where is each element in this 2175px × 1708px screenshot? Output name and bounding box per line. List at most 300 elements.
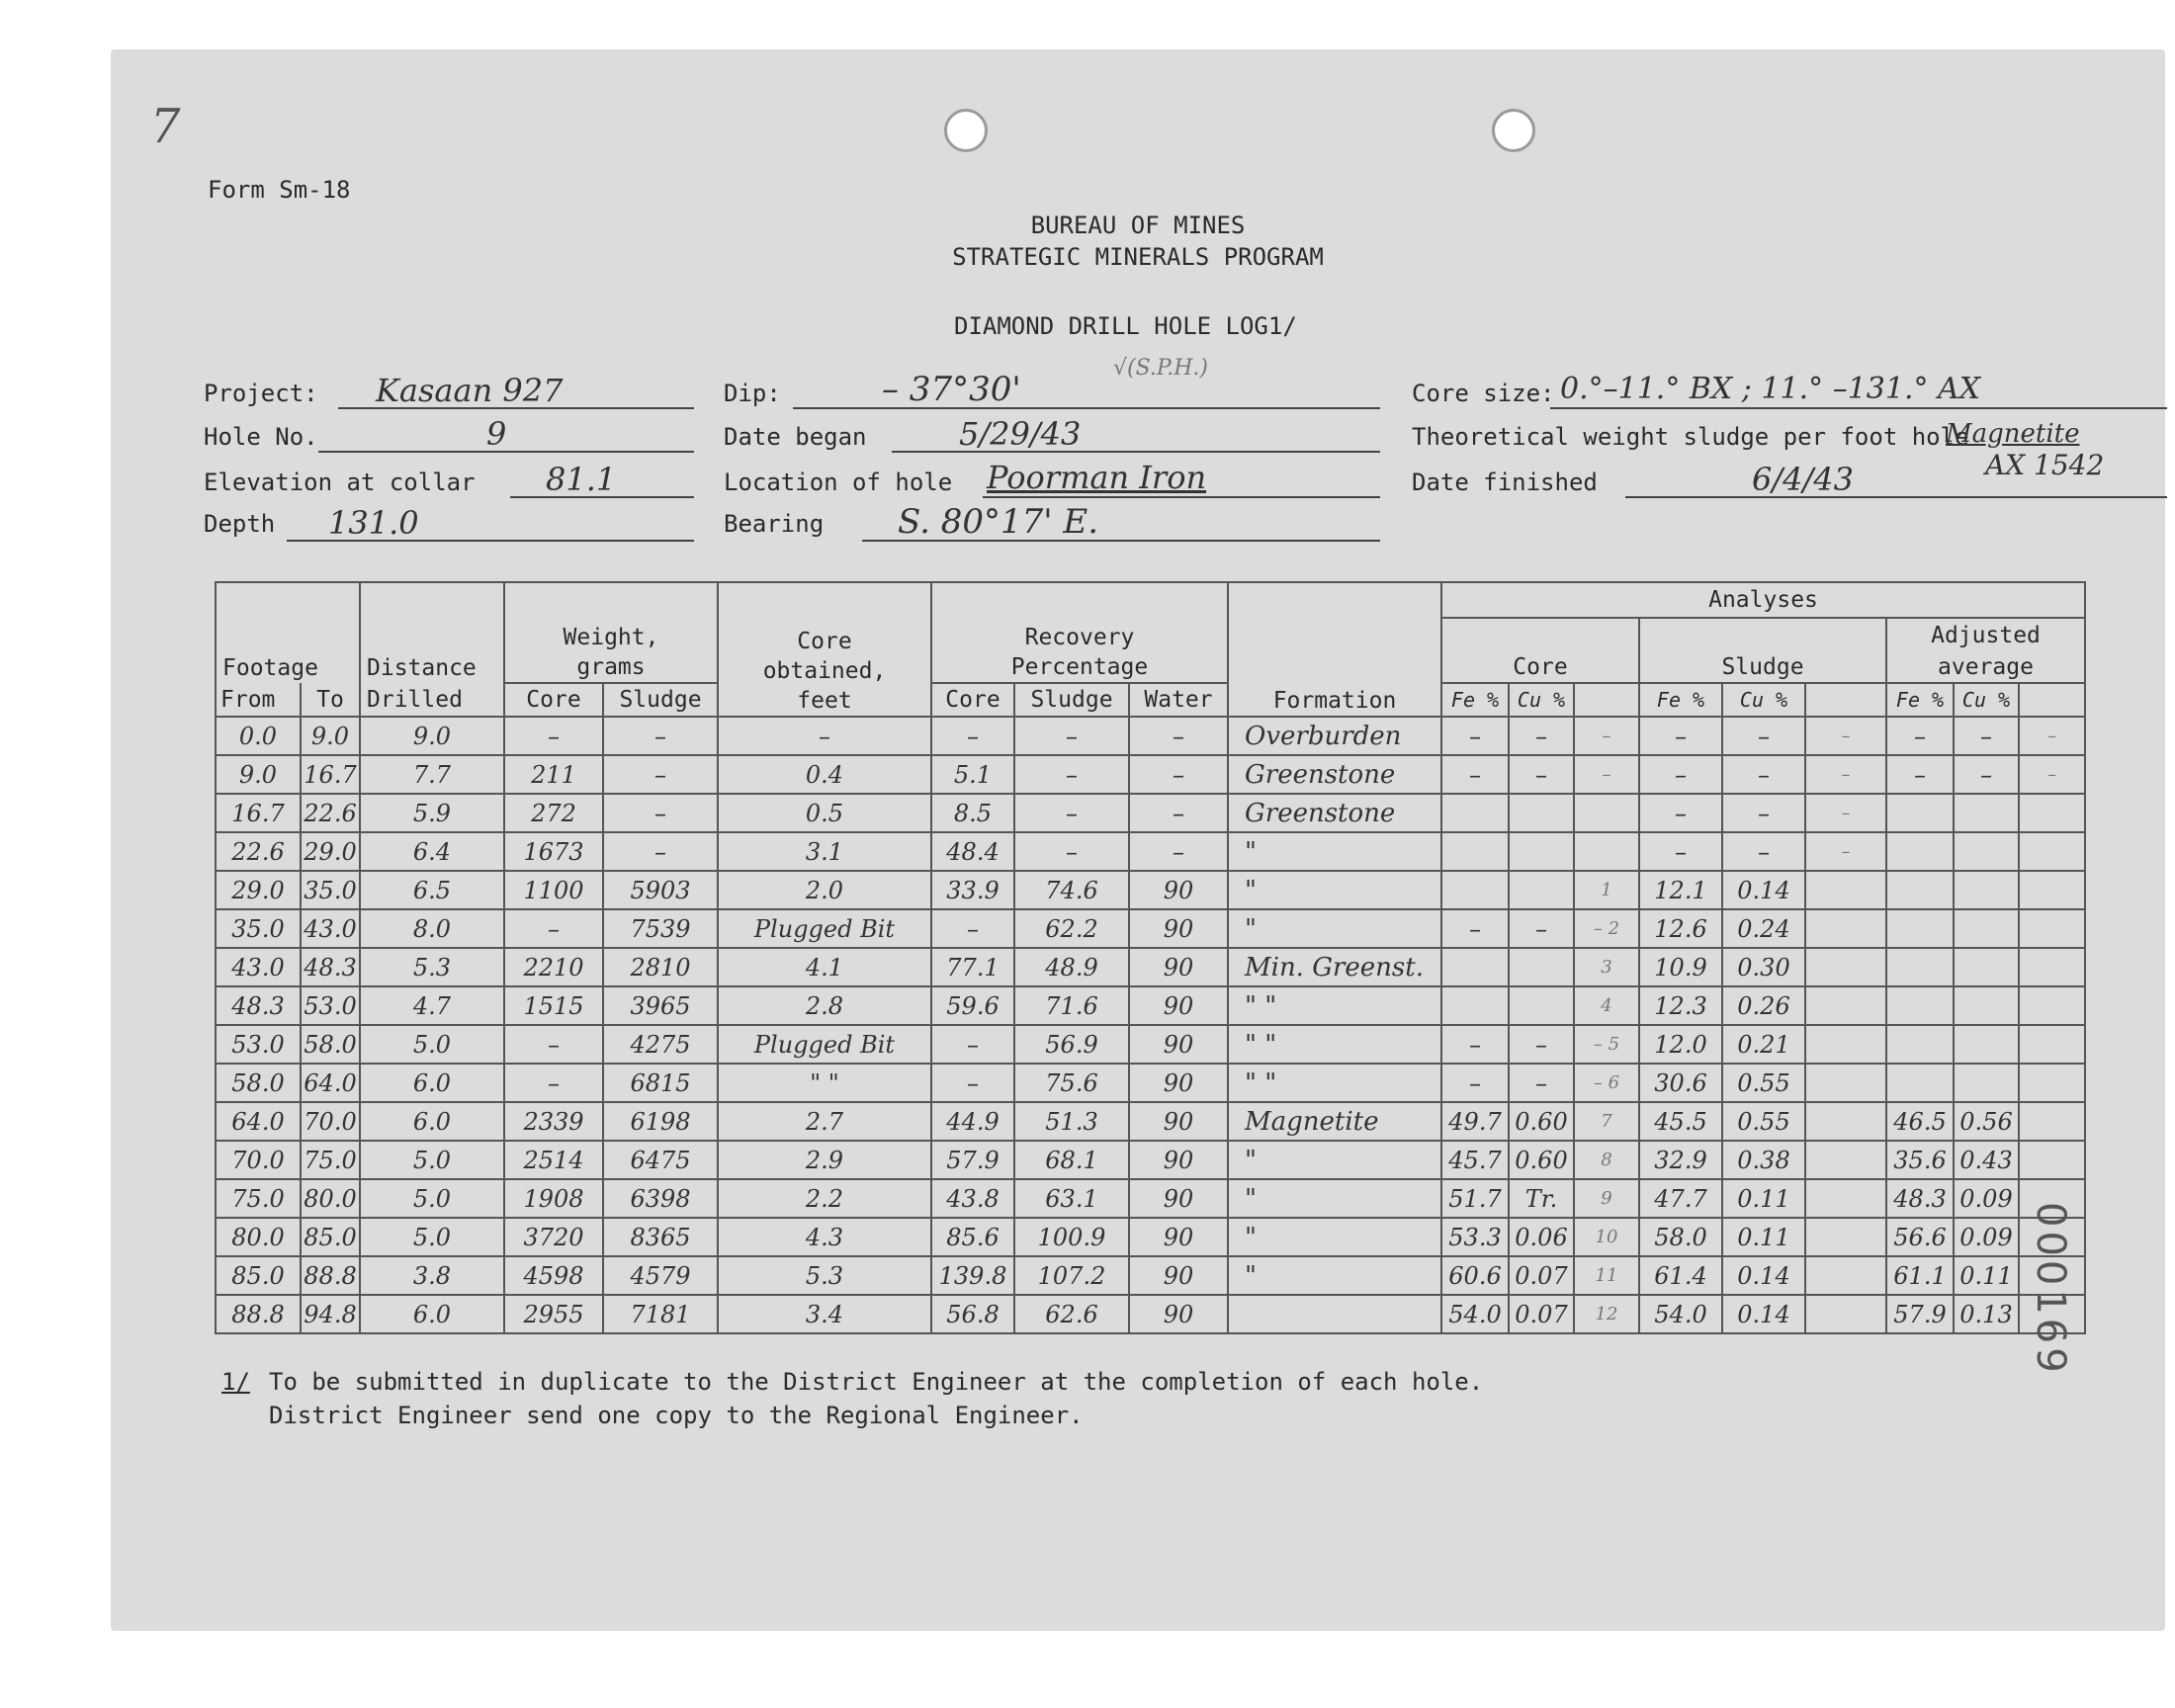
weight-sludge-cell: – (603, 755, 718, 794)
core-obtained-cell: 2.0 (718, 871, 931, 909)
adjusted-cu-cell: 0.56 (1954, 1102, 2019, 1141)
weight-core-cell: 2339 (504, 1102, 603, 1141)
depth-value: 131.0 (328, 504, 419, 542)
adjusted-extra-cell (2019, 832, 2085, 871)
depth-label: Depth (204, 510, 276, 538)
core-seq-cell: 4 (1574, 986, 1639, 1025)
core-fe-cell (1441, 832, 1509, 871)
adjusted-cu-cell (1954, 1025, 2019, 1064)
table-row (216, 1064, 2085, 1102)
sludge-cu-cell: – (1722, 794, 1805, 832)
from-cell: 88.8 (216, 1295, 301, 1333)
adjusted-cu-cell (1954, 986, 2019, 1025)
core-fe-cell: 49.7 (1441, 1102, 1509, 1141)
core-cu-cell (1509, 948, 1574, 986)
from-cell: 22.6 (216, 832, 301, 871)
date-finished-underline (1625, 496, 2167, 498)
to-header: To (301, 683, 360, 717)
adjusted-header-line1: Adjusted (1886, 618, 2085, 651)
date-finished-value: 6/4/43 (1752, 461, 1854, 498)
core-obtained-cell: 0.5 (718, 794, 931, 832)
table-row (216, 1141, 2085, 1179)
punch-hole-left (944, 109, 988, 152)
header-program: STRATEGIC MINERALS PROGRAM (952, 243, 1324, 271)
core-cu-cell: 0.07 (1509, 1295, 1574, 1333)
core-cu-cell: – (1509, 755, 1574, 794)
theoretical-value-ax: AX 1542 (1985, 449, 2105, 481)
adjusted-extra-cell (2019, 986, 2085, 1025)
from-cell: 16.7 (216, 794, 301, 832)
date-began-value: 5/29/43 (959, 415, 1082, 453)
weight-core-cell: 4598 (504, 1256, 603, 1295)
sludge-fe-cell: – (1639, 794, 1722, 832)
punch-hole-right (1492, 109, 1535, 152)
recovery-header: Recovery Percentage (931, 582, 1228, 683)
core-blank-header (1574, 683, 1639, 717)
sludge-extra-cell (1805, 1102, 1886, 1141)
table-row (216, 1256, 2085, 1295)
weight-core-cell: 2955 (504, 1295, 603, 1333)
core-fe-cell: 54.0 (1441, 1295, 1509, 1333)
core-fe-cell (1441, 948, 1509, 986)
core-cu-cell: 0.60 (1509, 1102, 1574, 1141)
weight-sludge-cell: – (603, 717, 718, 755)
from-cell: 70.0 (216, 1141, 301, 1179)
table-row (216, 1025, 2085, 1064)
core-fe-cell (1441, 794, 1509, 832)
from-cell: 80.0 (216, 1218, 301, 1256)
hole-label: Hole No. (204, 423, 318, 451)
to-cell: 80.0 (301, 1179, 360, 1218)
core-cu-cell: Tr. (1509, 1179, 1574, 1218)
recovery-water-cell: – (1129, 717, 1228, 755)
adjusted-cu-cell (1954, 948, 2019, 986)
core-cu-cell (1509, 832, 1574, 871)
adjusted-fe-cell: – (1886, 755, 1954, 794)
sludge-cu-cell: 0.38 (1722, 1141, 1805, 1179)
recovery-core-cell: 33.9 (931, 871, 1014, 909)
to-cell: 22.6 (301, 794, 360, 832)
sludge-cu-cell: 0.26 (1722, 986, 1805, 1025)
sludge-cu-cell: 0.14 (1722, 1256, 1805, 1295)
footnote-mark: 1/ (221, 1368, 250, 1396)
drilled-header: Drilled (360, 683, 504, 717)
core-fe-cell: – (1441, 1064, 1509, 1102)
recovery-water-cell: 90 (1129, 871, 1228, 909)
from-cell: 35.0 (216, 909, 301, 948)
to-cell: 35.0 (301, 871, 360, 909)
recovery-sludge-cell: 71.6 (1014, 986, 1129, 1025)
recovery-water-cell: 90 (1129, 1256, 1228, 1295)
adjusted-fe-cell (1886, 832, 1954, 871)
recovery-water-cell: 90 (1129, 948, 1228, 986)
distance-cell: 6.5 (360, 871, 504, 909)
core-obtained-cell: Plugged Bit (718, 1025, 931, 1064)
core-seq-cell: 10 (1574, 1218, 1639, 1256)
table-row (216, 832, 2085, 871)
core-fe-cell: – (1441, 1025, 1509, 1064)
sludge-extra-cell: – (1805, 717, 1886, 755)
title-footnote-mark: 1/ (1267, 312, 1297, 340)
location-value: Poorman Iron (987, 459, 1207, 496)
form-id: Form Sm-18 (208, 176, 351, 204)
core-fe-cell: 45.7 (1441, 1141, 1509, 1179)
weight-core-cell: 1100 (504, 871, 603, 909)
to-cell: 70.0 (301, 1102, 360, 1141)
bearing-label: Bearing (724, 510, 825, 538)
weight-core-cell: 2210 (504, 948, 603, 986)
weight-core-cell: 1515 (504, 986, 603, 1025)
sludge-fe-cell: 12.1 (1639, 871, 1722, 909)
form-sheet (111, 49, 2165, 1631)
adjusted-cu-cell: 0.13 (1954, 1295, 2019, 1333)
sludge-extra-cell (1805, 986, 1886, 1025)
adjusted-cu-cell: 0.09 (1954, 1179, 2019, 1218)
footnote-line1: To be submitted in duplicate to the District Engineer at the completion of each hole. (269, 1368, 1484, 1396)
core-cu-cell (1509, 986, 1574, 1025)
recovery-water-cell: 90 (1129, 909, 1228, 948)
recovery-water-header: Water (1129, 683, 1228, 717)
adjusted-cu-cell: 0.09 (1954, 1218, 2019, 1256)
core-obtained-cell: 2.7 (718, 1102, 931, 1141)
weight-sludge-cell: 6398 (603, 1179, 718, 1218)
to-cell: 48.3 (301, 948, 360, 986)
core-seq-cell (1574, 794, 1639, 832)
adjusted-fe-cell: 61.1 (1886, 1256, 1954, 1295)
sludge-extra-cell (1805, 1064, 1886, 1102)
sludge-fe-cell: 12.6 (1639, 909, 1722, 948)
adjusted-fe-cell (1886, 948, 1954, 986)
from-cell: 64.0 (216, 1102, 301, 1141)
adjusted-extra-cell (2019, 871, 2085, 909)
formation-cell: " " (1228, 986, 1441, 1025)
project-value: Kasaan 927 (376, 372, 564, 409)
adjusted-fe-cell: – (1886, 717, 1954, 755)
adjusted-fe-cell (1886, 794, 1954, 832)
core-cu-cell (1509, 871, 1574, 909)
analyses-sludge-header: Sludge (1639, 618, 1886, 683)
core-obtained-cell: 5.3 (718, 1256, 931, 1295)
sludge-extra-cell: – (1805, 832, 1886, 871)
recovery-sludge-cell: 74.6 (1014, 871, 1129, 909)
weight-sludge-cell: 4579 (603, 1256, 718, 1295)
recovery-sludge-cell: 62.2 (1014, 909, 1129, 948)
sludge-cu-cell: 0.30 (1722, 948, 1805, 986)
formation-cell: Greenstone (1228, 755, 1441, 794)
sludge-cu-cell: – (1722, 755, 1805, 794)
adjusted-fe-cell: 57.9 (1886, 1295, 1954, 1333)
adjusted-cu-cell (1954, 832, 2019, 871)
recovery-water-cell: 90 (1129, 1218, 1228, 1256)
header-bureau: BUREAU OF MINES (1030, 212, 1246, 239)
recovery-sludge-cell: 68.1 (1014, 1141, 1129, 1179)
core-obtained-cell: 0.4 (718, 755, 931, 794)
theoretical-label: Theoretical weight sludge per foot hole (1412, 423, 1969, 451)
table-row (216, 755, 2085, 794)
table-row (216, 1102, 2085, 1141)
core-obtained-header: Core obtained, feet (718, 582, 931, 717)
sludge-cu-cell: 0.14 (1722, 1295, 1805, 1333)
theoretical-value-mineral: Magnetite (1946, 419, 2080, 449)
sludge-fe-cell: 12.3 (1639, 986, 1722, 1025)
formation-cell: " (1228, 832, 1441, 871)
sludge-extra-cell (1805, 1295, 1886, 1333)
recovery-core-cell: 85.6 (931, 1218, 1014, 1256)
side-stamp: 000169 (2028, 1202, 2073, 1377)
recovery-water-cell: 90 (1129, 986, 1228, 1025)
weight-sludge-cell: 6198 (603, 1102, 718, 1141)
weight-sludge-cell: – (603, 832, 718, 871)
weight-core-cell: – (504, 717, 603, 755)
weight-core-cell: 1908 (504, 1179, 603, 1218)
dip-note: √(S.P.H.) (1113, 356, 1208, 381)
distance-cell: 5.3 (360, 948, 504, 986)
core-obtained-cell: Plugged Bit (718, 909, 931, 948)
adjusted-extra-cell: – (2019, 755, 2085, 794)
elevation-label: Elevation at collar (204, 469, 476, 496)
sludge-fe-cell: – (1639, 755, 1722, 794)
core-fe-cell: 51.7 (1441, 1179, 1509, 1218)
location-underline (983, 496, 1380, 498)
sludge-extra-cell: – (1805, 794, 1886, 832)
sludge-cu-cell: 0.14 (1722, 871, 1805, 909)
adjusted-cu-header: Cu % (1954, 683, 2019, 717)
core-fe-header: Fe % (1441, 683, 1509, 717)
weight-sludge-cell: – (603, 794, 718, 832)
sludge-cu-cell: 0.24 (1722, 909, 1805, 948)
formation-cell (1228, 1295, 1441, 1333)
from-cell: 9.0 (216, 755, 301, 794)
recovery-core-cell: 56.8 (931, 1295, 1014, 1333)
to-cell: 29.0 (301, 832, 360, 871)
adjusted-cu-cell: – (1954, 755, 2019, 794)
sludge-fe-cell: 30.6 (1639, 1064, 1722, 1102)
core-seq-cell (1574, 832, 1639, 871)
project-label: Project: (204, 380, 318, 407)
weight-core-cell: 272 (504, 794, 603, 832)
sludge-cu-cell: – (1722, 832, 1805, 871)
adjusted-fe-cell (1886, 909, 1954, 948)
core-cu-cell: – (1509, 1025, 1574, 1064)
adjusted-fe-cell: 35.6 (1886, 1141, 1954, 1179)
distance-cell: 3.8 (360, 1256, 504, 1295)
recovery-core-cell: 57.9 (931, 1141, 1014, 1179)
hole-value: 9 (486, 415, 507, 453)
drill-log-table (215, 581, 2086, 1334)
to-cell: 53.0 (301, 986, 360, 1025)
sludge-cu-cell: 0.55 (1722, 1064, 1805, 1102)
table-row (216, 1179, 2085, 1218)
table-row (216, 871, 2085, 909)
core-fe-cell: – (1441, 717, 1509, 755)
core-obtained-cell: 3.1 (718, 832, 931, 871)
recovery-core-cell: – (931, 1025, 1014, 1064)
core-obtained-cell: – (718, 717, 931, 755)
weight-sludge-cell: 6815 (603, 1064, 718, 1102)
adjusted-fe-cell (1886, 871, 1954, 909)
recovery-sludge-cell: 100.9 (1014, 1218, 1129, 1256)
core-obtained-cell: 4.1 (718, 948, 931, 986)
to-cell: 58.0 (301, 1025, 360, 1064)
core-obtained-cell: 4.3 (718, 1218, 931, 1256)
core-fe-cell: 60.6 (1441, 1256, 1509, 1295)
recovery-sludge-cell: 75.6 (1014, 1064, 1129, 1102)
corner-mark: 7 (150, 99, 181, 154)
adjusted-fe-cell (1886, 986, 1954, 1025)
formation-header: Formation (1228, 582, 1441, 717)
adjusted-fe-header: Fe % (1886, 683, 1954, 717)
recovery-water-cell: 90 (1129, 1064, 1228, 1102)
to-cell: 94.8 (301, 1295, 360, 1333)
analyses-core-header: Core (1441, 618, 1639, 683)
distance-cell: 6.0 (360, 1102, 504, 1141)
core-cu-cell: 0.07 (1509, 1256, 1574, 1295)
weight-sludge-cell: 3965 (603, 986, 718, 1025)
sludge-cu-cell: – (1722, 717, 1805, 755)
core-seq-cell: – (1574, 717, 1639, 755)
adjusted-fe-cell: 56.6 (1886, 1218, 1954, 1256)
core-fe-cell: 53.3 (1441, 1218, 1509, 1256)
core-seq-cell: 1 (1574, 871, 1639, 909)
weight-core-cell: – (504, 1025, 603, 1064)
distance-cell: 8.0 (360, 909, 504, 948)
core-seq-cell: 12 (1574, 1295, 1639, 1333)
formation-cell: " (1228, 1218, 1441, 1256)
sludge-cu-cell: 0.55 (1722, 1102, 1805, 1141)
table-row (216, 909, 2085, 948)
recovery-core-cell: 43.8 (931, 1179, 1014, 1218)
date-began-label: Date began (724, 423, 867, 451)
to-cell: 64.0 (301, 1064, 360, 1102)
core-seq-cell: 7 (1574, 1102, 1639, 1141)
core-cu-cell: – (1509, 909, 1574, 948)
recovery-core-cell: – (931, 717, 1014, 755)
recovery-sludge-cell: – (1014, 832, 1129, 871)
from-cell: 85.0 (216, 1256, 301, 1295)
date-finished-label: Date finished (1412, 469, 1598, 496)
formation-cell: Overburden (1228, 717, 1441, 755)
weight-sludge-header: Sludge (603, 683, 718, 717)
core-fe-cell (1441, 871, 1509, 909)
core-seq-cell: 11 (1574, 1256, 1639, 1295)
sludge-extra-cell (1805, 909, 1886, 948)
core-fe-cell (1441, 986, 1509, 1025)
formation-cell: " (1228, 1179, 1441, 1218)
recovery-water-cell: 90 (1129, 1179, 1228, 1218)
distance-cell: 6.0 (360, 1295, 504, 1333)
adjusted-fe-cell: 48.3 (1886, 1179, 1954, 1218)
adjusted-fe-cell: 46.5 (1886, 1102, 1954, 1141)
recovery-core-cell: 44.9 (931, 1102, 1014, 1141)
to-cell: 16.7 (301, 755, 360, 794)
recovery-sludge-cell: 62.6 (1014, 1295, 1129, 1333)
core-size-underline (1550, 407, 2167, 409)
sludge-fe-header: Fe % (1639, 683, 1722, 717)
core-cu-cell: 0.60 (1509, 1141, 1574, 1179)
distance-cell: 6.4 (360, 832, 504, 871)
recovery-core-cell: 5.1 (931, 755, 1014, 794)
weight-core-cell: – (504, 909, 603, 948)
core-fe-cell: – (1441, 755, 1509, 794)
recovery-water-cell: 90 (1129, 1025, 1228, 1064)
adjusted-extra-cell (2019, 794, 2085, 832)
to-cell: 43.0 (301, 909, 360, 948)
analyses-header: Analyses (1441, 582, 2085, 618)
adjusted-cu-cell (1954, 871, 2019, 909)
recovery-water-cell: 90 (1129, 1141, 1228, 1179)
formation-cell: Magnetite (1228, 1102, 1441, 1141)
recovery-sludge-cell: – (1014, 794, 1129, 832)
table-row (216, 1295, 2085, 1333)
distance-cell: 5.0 (360, 1025, 504, 1064)
sludge-extra-cell (1805, 1256, 1886, 1295)
adjusted-cu-cell: 0.11 (1954, 1256, 2019, 1295)
from-header: From (216, 683, 301, 717)
recovery-water-cell: – (1129, 794, 1228, 832)
from-cell: 75.0 (216, 1179, 301, 1218)
adjusted-cu-cell (1954, 1064, 2019, 1102)
distance-cell: 5.0 (360, 1141, 504, 1179)
recovery-sludge-cell: 56.9 (1014, 1025, 1129, 1064)
adjusted-extra-cell (2019, 1102, 2085, 1141)
to-cell: 88.8 (301, 1256, 360, 1295)
adjusted-cu-cell: – (1954, 717, 2019, 755)
adjusted-extra-cell (2019, 909, 2085, 948)
sludge-blank-header (1805, 683, 1886, 717)
distance-cell: 4.7 (360, 986, 504, 1025)
dip-label: Dip: (724, 380, 781, 407)
adjusted-extra-cell (2019, 1025, 2085, 1064)
sludge-fe-cell: 54.0 (1639, 1295, 1722, 1333)
recovery-sludge-cell: – (1014, 755, 1129, 794)
recovery-water-cell: 90 (1129, 1102, 1228, 1141)
distance-cell: 6.0 (360, 1064, 504, 1102)
recovery-core-cell: 59.6 (931, 986, 1014, 1025)
recovery-core-cell: 139.8 (931, 1256, 1014, 1295)
recovery-core-cell: 77.1 (931, 948, 1014, 986)
formation-cell: " (1228, 909, 1441, 948)
from-cell: 58.0 (216, 1064, 301, 1102)
sludge-fe-cell: 47.7 (1639, 1179, 1722, 1218)
sludge-fe-cell: – (1639, 717, 1722, 755)
location-label: Location of hole (724, 469, 953, 496)
distance-cell: 9.0 (360, 717, 504, 755)
sludge-cu-cell: 0.21 (1722, 1025, 1805, 1064)
table-row (216, 948, 2085, 986)
recovery-water-cell: 90 (1129, 1295, 1228, 1333)
core-cu-cell: – (1509, 717, 1574, 755)
adjusted-fe-cell (1886, 1064, 1954, 1102)
dip-value: – 37°30' (882, 370, 1021, 409)
weight-core-cell: 211 (504, 755, 603, 794)
distance-header: Distance (360, 582, 504, 683)
distance-cell: 5.0 (360, 1218, 504, 1256)
recovery-sludge-cell: – (1014, 717, 1129, 755)
weight-core-cell: 2514 (504, 1141, 603, 1179)
weight-core-header: Core (504, 683, 603, 717)
core-size-value: 0.°–11.° BX ; 11.° –131.° AX (1560, 372, 1981, 406)
recovery-sludge-cell: 63.1 (1014, 1179, 1129, 1218)
table-row (216, 1218, 2085, 1256)
weight-sludge-cell: 8365 (603, 1218, 718, 1256)
formation-cell: " (1228, 1256, 1441, 1295)
weight-header: Weight, grams (504, 582, 718, 683)
weight-sludge-cell: 7181 (603, 1295, 718, 1333)
sludge-fe-cell: 12.0 (1639, 1025, 1722, 1064)
distance-cell: 5.0 (360, 1179, 504, 1218)
sludge-extra-cell: – (1805, 755, 1886, 794)
from-cell: 29.0 (216, 871, 301, 909)
